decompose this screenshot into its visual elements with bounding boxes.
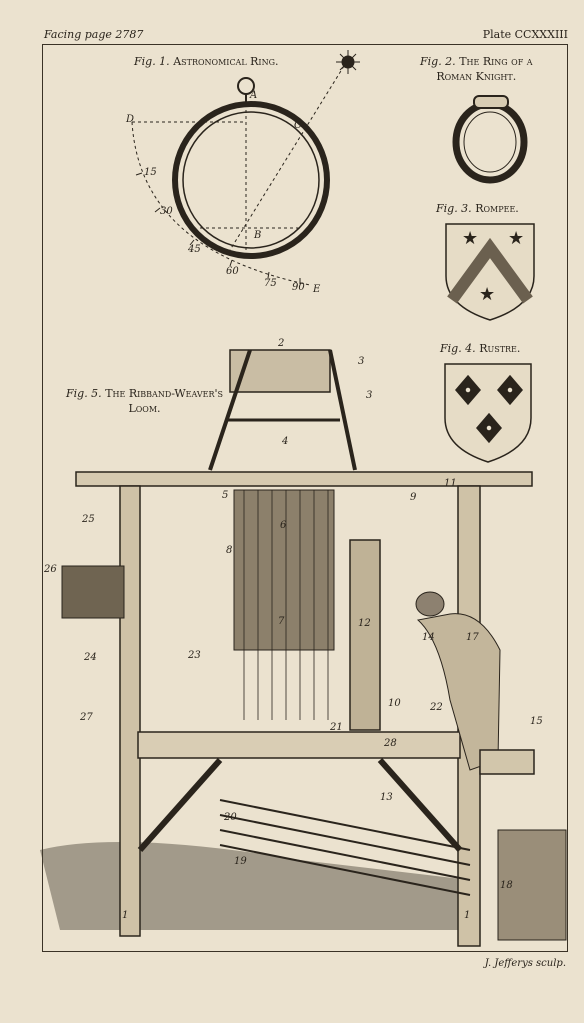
fig2-caption: Fig. 2. The Ring of a Roman Knight. [420, 55, 533, 83]
scale-90: 90 [292, 282, 305, 293]
loom-label: 9 [410, 492, 417, 503]
lay-sword [350, 540, 380, 730]
rustre-shield [445, 364, 531, 462]
scale-75: 75 [264, 278, 277, 289]
fig5-caption: Fig. 5. The Ribband-Weaver's Loom. [66, 387, 224, 415]
loom-label: 5 [222, 490, 229, 501]
astronomical-ring-figure [132, 50, 360, 285]
sun-rays [336, 50, 360, 74]
floor-shadow [40, 842, 470, 930]
loom-label: 24 [84, 652, 97, 663]
loom-post-left [120, 486, 140, 936]
scale-45: 45 [188, 244, 201, 255]
loom-label: 13 [380, 792, 393, 803]
loom-label: 3 [366, 390, 373, 401]
loom-label: 20 [224, 812, 237, 823]
loom-label: 28 [384, 738, 397, 749]
loom-label: 4 [282, 436, 289, 447]
label-e: E [313, 284, 321, 295]
facing-page-note: Facing page 2787 [44, 28, 144, 41]
loom-label: 19 [234, 856, 247, 867]
label-a: A [250, 90, 258, 101]
label-c: C [294, 120, 302, 131]
ring-labels [125, 90, 321, 295]
label-b: B [254, 230, 262, 241]
loom-label: 22 [430, 702, 443, 713]
loom-label: 23 [188, 650, 201, 661]
star-icon: ★ [508, 228, 525, 249]
ring-outer [175, 104, 327, 256]
loom-label: 10 [388, 698, 401, 709]
loom-label: 18 [500, 880, 513, 891]
loom-label: 17 [466, 632, 479, 643]
loom-label: 14 [422, 632, 435, 643]
loom-label: 25 [82, 514, 95, 525]
loom-label: 11 [444, 478, 457, 489]
scale-30: 30 [160, 206, 173, 217]
loom-label: 3 [358, 356, 365, 367]
rompee-shield [446, 224, 534, 320]
loom-label: 15 [530, 716, 543, 727]
label-d: D [126, 114, 135, 125]
loom-label: 1 [464, 910, 471, 921]
star-icon: ★ [479, 284, 496, 305]
loom-label: 8 [226, 545, 233, 556]
fig3-caption: Fig. 3. Rompee. [436, 202, 519, 215]
roman-knight-ring [456, 96, 524, 180]
fig4-caption: Fig. 4. Rustre. [440, 342, 521, 355]
plate-number: Plate CCXXXIII [482, 28, 568, 41]
weaver-head [416, 592, 444, 616]
loom-label: 2 [278, 338, 285, 349]
degree-arc [132, 122, 310, 285]
scale-60: 60 [226, 266, 239, 277]
star-icon: ★ [462, 228, 479, 249]
loom-label: 26 [44, 564, 57, 575]
scale-15: 15 [144, 167, 157, 178]
loom-label: 1 [122, 910, 129, 921]
loom-label: 6 [280, 520, 287, 531]
loom-label: 21 [330, 722, 343, 733]
loom-label: 7 [278, 616, 285, 627]
loom-breast-beam [138, 732, 460, 758]
loom-top-beam [76, 472, 532, 486]
engraver-signature: J. Jefferys sculp. [484, 958, 566, 969]
loom-label: 27 [80, 712, 93, 723]
side-warp-frame [62, 566, 124, 618]
fig1-caption: Fig. 1. Astronomical Ring. [134, 55, 279, 68]
loom-label: 12 [358, 618, 371, 629]
